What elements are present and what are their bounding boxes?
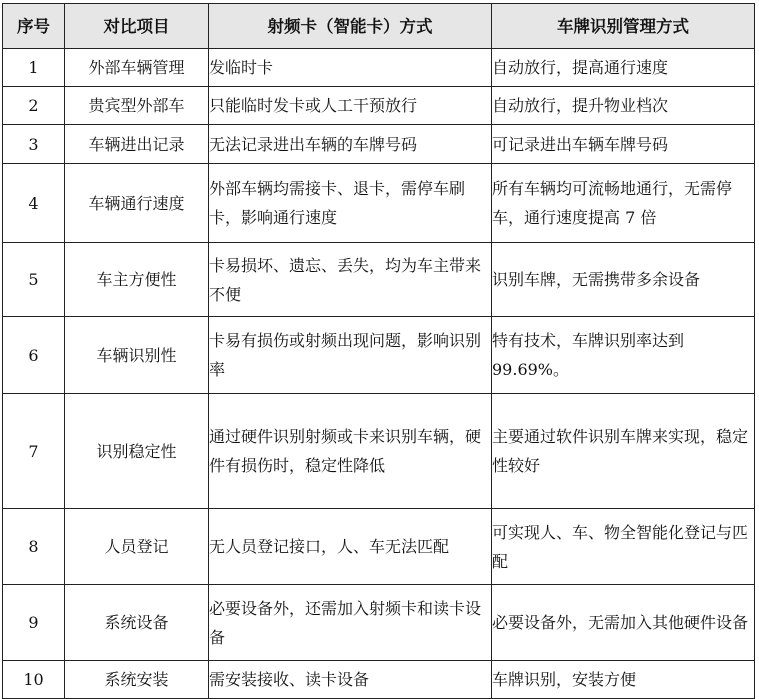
rf-card-description: 必要设备外，还需加入射频卡和读卡设备 [209, 585, 492, 661]
table-row [3, 164, 755, 243]
table-row [3, 394, 755, 509]
plate-recognition-description: 自动放行，提高通行速度 [492, 49, 755, 87]
header-rf-card-method: 射频卡（智能卡）方式 [209, 4, 492, 49]
rf-card-description: 无人员登记接口，人、车无法匹配 [209, 509, 492, 585]
row-number: 5 [3, 243, 65, 317]
plate-recognition-description: 识别车牌，无需携带多余设备 [492, 243, 755, 317]
row-number: 3 [3, 125, 65, 164]
comparison-item: 系统安装 [65, 661, 209, 699]
plate-recognition-description: 可记录进出车辆车牌号码 [492, 125, 755, 164]
rf-card-description: 只能临时发卡或人工干预放行 [209, 87, 492, 125]
table-row [3, 49, 755, 87]
table-row [3, 509, 755, 585]
comparison-item: 车辆进出记录 [65, 125, 209, 164]
comparison-item: 识别稳定性 [65, 394, 209, 509]
header-row [3, 4, 755, 49]
comparison-item: 贵宾型外部车 [65, 87, 209, 125]
comparison-table [2, 3, 755, 699]
header-plate-recognition-method: 车牌识别管理方式 [492, 4, 755, 49]
row-number: 7 [3, 394, 65, 509]
table-row [3, 661, 755, 699]
rf-card-description: 外部车辆均需接卡、退卡，需停车刷卡，影响通行速度 [209, 164, 492, 243]
header-comparison-item: 对比项目 [65, 4, 209, 49]
plate-recognition-description: 主要通过软件识别车牌来实现，稳定性较好 [492, 394, 755, 509]
rf-card-description: 发临时卡 [209, 49, 492, 87]
row-number: 1 [3, 49, 65, 87]
plate-recognition-description: 车牌识别，安装方便 [492, 661, 755, 699]
comparison-item: 车辆识别性 [65, 317, 209, 394]
comparison-item: 系统设备 [65, 585, 209, 661]
plate-recognition-description: 自动放行，提升物业档次 [492, 87, 755, 125]
table-row [3, 585, 755, 661]
rf-card-description: 通过硬件识别射频或卡来识别车辆，硬件有损伤时，稳定性降低 [209, 394, 492, 509]
plate-recognition-description: 所有车辆均可流畅地通行，无需停车，通行速度提高 7 倍 [492, 164, 755, 243]
table-row [3, 317, 755, 394]
rf-card-description: 卡易有损伤或射频出现问题，影响识别率 [209, 317, 492, 394]
row-number: 9 [3, 585, 65, 661]
row-number: 4 [3, 164, 65, 243]
comparison-item: 车辆通行速度 [65, 164, 209, 243]
plate-recognition-description: 可实现人、车、物全智能化登记与匹配 [492, 509, 755, 585]
rf-card-description: 卡易损坏、遗忘、丢失，均为车主带来不便 [209, 243, 492, 317]
comparison-item: 车主方便性 [65, 243, 209, 317]
row-number: 10 [3, 661, 65, 699]
row-number: 6 [3, 317, 65, 394]
row-number: 8 [3, 509, 65, 585]
row-number: 2 [3, 87, 65, 125]
table-row [3, 125, 755, 164]
header-serial-number: 序号 [3, 4, 65, 49]
comparison-item: 外部车辆管理 [65, 49, 209, 87]
rf-card-description: 无法记录进出车辆的车牌号码 [209, 125, 492, 164]
rf-card-description: 需安装接收、读卡设备 [209, 661, 492, 699]
table-row [3, 243, 755, 317]
plate-recognition-description: 特有技术，车牌识别率达到 99.69%。 [492, 317, 755, 394]
plate-recognition-description: 必要设备外，无需加入其他硬件设备 [492, 585, 755, 661]
comparison-item: 人员登记 [65, 509, 209, 585]
table-row [3, 87, 755, 125]
